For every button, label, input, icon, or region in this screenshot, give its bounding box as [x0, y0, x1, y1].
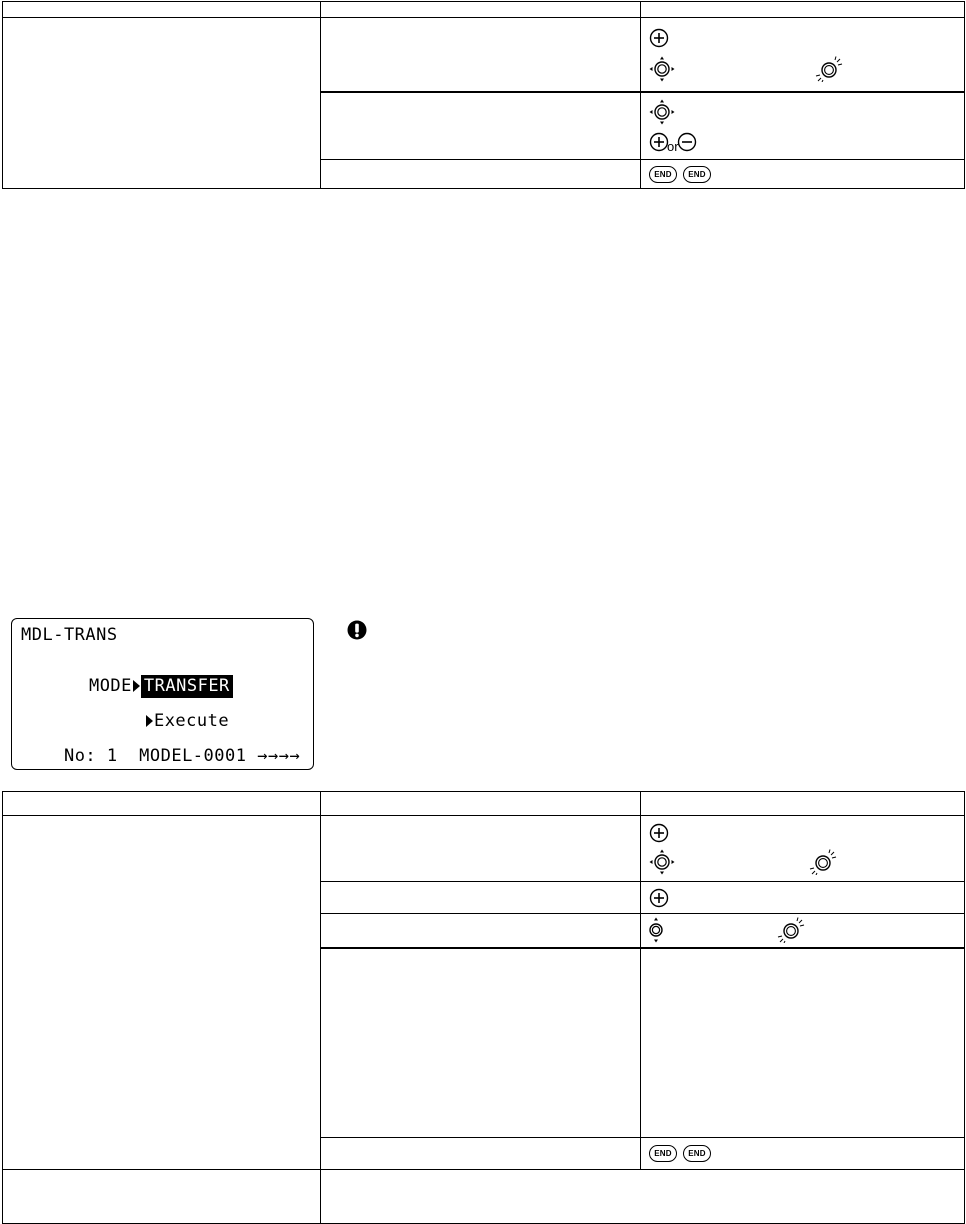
- lcd-arrows: →→→→: [257, 746, 301, 766]
- step-text-cell: [321, 1138, 641, 1170]
- lcd-mode-value: TRANSFER: [141, 675, 233, 698]
- end-key-icon: END: [683, 1145, 711, 1162]
- step-text-cell: [321, 18, 641, 92]
- joystick-icon: [649, 99, 675, 125]
- bottom-operation-table: [2, 791, 965, 1224]
- step-text-cell: [321, 160, 641, 189]
- joystick-icon: [649, 917, 663, 943]
- step-key-cell: [641, 92, 965, 160]
- header-cell: [321, 2, 641, 18]
- step-text-cell: [321, 914, 641, 948]
- dial-icon: [807, 849, 841, 875]
- header-cell: [3, 792, 321, 816]
- table-row: [3, 18, 965, 92]
- header-cell: [3, 2, 321, 18]
- plus-key-icon: [649, 28, 669, 48]
- lcd-model-number: No: 1: [63, 746, 118, 766]
- cursor-triangle-icon: [133, 680, 140, 692]
- lcd-model-name: MODEL-0001: [139, 746, 247, 766]
- lcd-mode-label: MODE: [88, 676, 132, 696]
- step-key-cell: [641, 816, 965, 882]
- end-key-icon: END: [683, 166, 711, 183]
- header-cell: [321, 792, 641, 816]
- footer-label-cell: [3, 1170, 321, 1224]
- function-description-cell: [3, 816, 321, 1170]
- lcd-model-row: [21, 731, 300, 782]
- step-text-cell: [321, 816, 641, 882]
- header-cell: [641, 2, 965, 18]
- dial-icon: [813, 56, 847, 82]
- top-operation-table: [2, 1, 965, 189]
- step-text-cell: [321, 92, 641, 160]
- table-header-row: [3, 792, 965, 816]
- lcd-title: MDL-TRANS: [21, 625, 118, 645]
- function-description-cell: [3, 18, 321, 189]
- step-key-cell: [641, 18, 965, 92]
- step-key-cell: [641, 948, 965, 1138]
- step-text-cell: [321, 882, 641, 914]
- minus-key-icon: [677, 132, 697, 152]
- end-key-icon: END: [649, 166, 677, 183]
- step-key-cell: [641, 914, 965, 948]
- table-footer-row: [3, 1170, 965, 1224]
- or-label: or: [667, 138, 679, 154]
- joystick-icon: [649, 849, 675, 875]
- plus-key-icon: [649, 888, 669, 908]
- table-header-row: [3, 2, 965, 18]
- step-text-cell: [321, 948, 641, 1138]
- header-cell: [641, 792, 965, 816]
- cursor-triangle-icon: [146, 715, 153, 727]
- exclamation-warning-icon: [347, 620, 367, 645]
- joystick-icon: [649, 56, 675, 82]
- end-key-icon: END: [649, 1145, 677, 1162]
- step-key-cell: [641, 160, 965, 189]
- plus-key-icon: [649, 132, 669, 152]
- footer-text-cell: [321, 1170, 965, 1224]
- table-row: [3, 816, 965, 882]
- step-key-cell: [641, 1138, 965, 1170]
- step-key-cell: [641, 882, 965, 914]
- lcd-execute-label: Execute: [153, 711, 230, 731]
- dial-icon: [775, 917, 809, 943]
- plus-key-icon: [649, 823, 669, 843]
- lcd-screen: [11, 618, 314, 770]
